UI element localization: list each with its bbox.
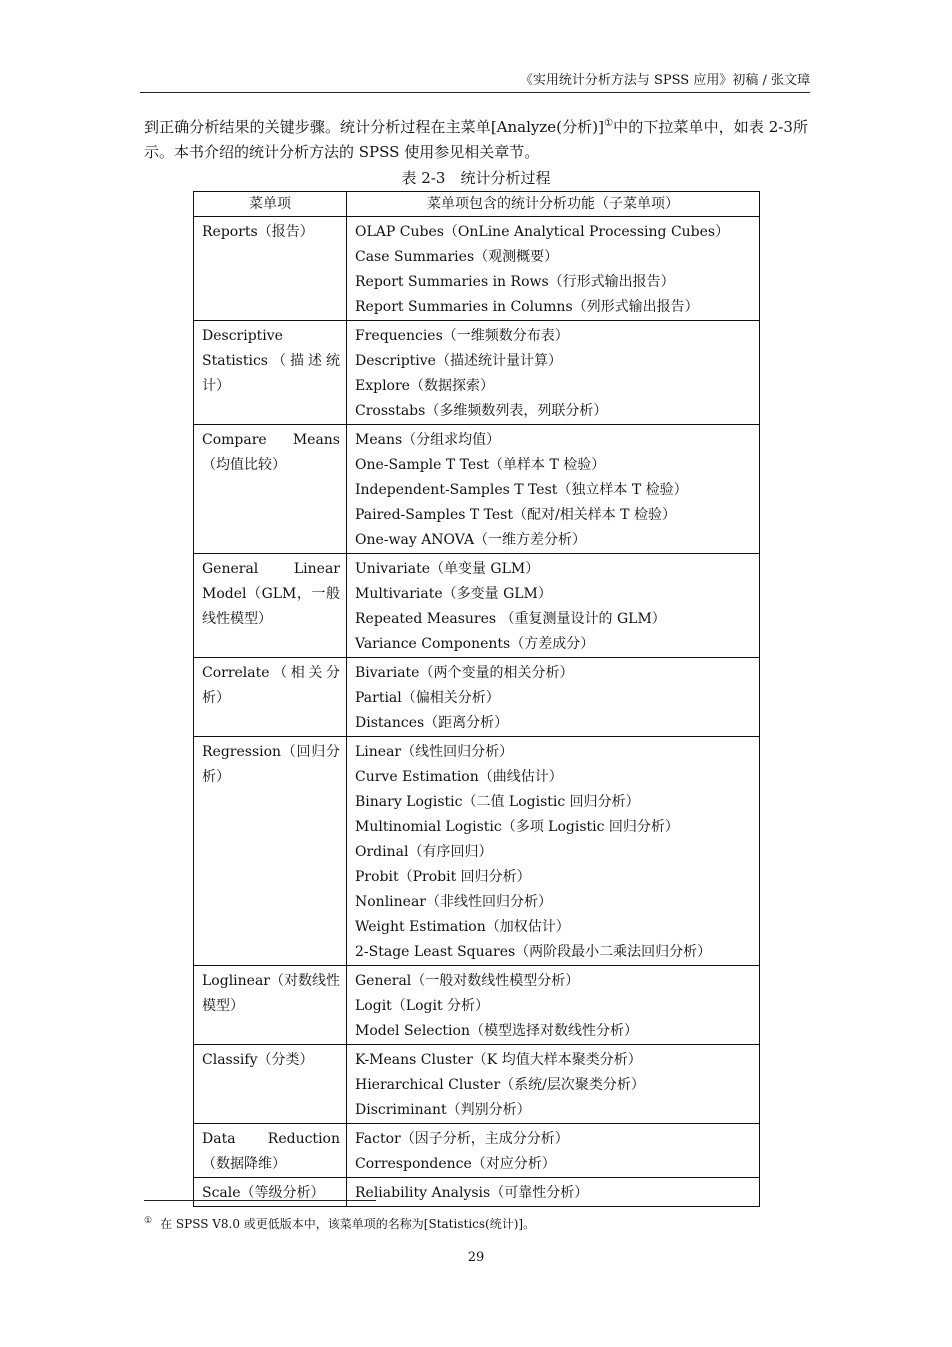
- submenu-item: One-Sample T Test（单样本 T 检验）: [355, 457, 606, 473]
- menu-category: Descriptive Statistics（描述统计）: [194, 321, 347, 425]
- menu-category: Regression（回归分析）: [194, 737, 347, 966]
- menu-category: Classify（分类）: [194, 1045, 347, 1124]
- submenu-item: Explore（数据探索）: [355, 378, 494, 394]
- submenu-item: Distances（距离分析）: [355, 715, 509, 731]
- submenu-item: Binary Logistic（二值 Logistic 回归分析）: [355, 794, 640, 810]
- submenu-item: Report Summaries in Columns（列形式输出报告）: [355, 299, 699, 315]
- intro-text-before: 到正确分析结果的关键步骤。统计分析过程在主菜单[Analyze(分析)]: [144, 118, 604, 136]
- submenu-item: Weight Estimation（加权估计）: [355, 919, 570, 935]
- submenu-item: 2-Stage Least Squares（两阶段最小二乘法回归分析）: [355, 944, 712, 960]
- footnote-ref[interactable]: ①: [603, 118, 614, 129]
- table-row: [194, 737, 760, 966]
- menu-category: Correlate（相关分析）: [194, 658, 347, 737]
- submenu-item: Univariate（单变量 GLM）: [355, 561, 540, 577]
- submenu-item: Independent-Samples T Test（独立样本 T 检验）: [355, 482, 688, 498]
- function-list: [347, 1045, 760, 1124]
- menu-category: Data Reduction（数据降维）: [194, 1124, 347, 1178]
- footnote-rule: [144, 1200, 376, 1201]
- submenu-item: Report Summaries in Rows（行形式输出报告）: [355, 274, 675, 290]
- submenu-item: Multivariate（多变量 GLM）: [355, 586, 552, 602]
- submenu-item: General（一般对数线性模型分析）: [355, 973, 580, 989]
- submenu-item: Descriptive（描述统计量计算）: [355, 353, 562, 369]
- table-row: [194, 1178, 760, 1207]
- table-header-row: [194, 192, 760, 217]
- submenu-item: Linear（线性回归分析）: [355, 744, 514, 760]
- submenu-item: Nonlinear（非线性回归分析）: [355, 894, 552, 910]
- submenu-item: Means（分组求均值）: [355, 432, 501, 448]
- submenu-item: Curve Estimation（曲线估计）: [355, 769, 563, 785]
- submenu-item: Discriminant（判别分析）: [355, 1102, 531, 1118]
- submenu-item: Reliability Analysis（可靠性分析）: [355, 1185, 589, 1201]
- submenu-item: K-Means Cluster（K 均值大样本聚类分析）: [355, 1052, 642, 1068]
- footnote: [144, 1211, 808, 1234]
- submenu-item: Frequencies（一维频数分布表）: [355, 328, 569, 344]
- submenu-item: Ordinal（有序回归）: [355, 844, 493, 860]
- table-caption: 表 2-3 统计分析过程: [401, 169, 551, 187]
- running-header: 《实用统计分析方法与 SPSS 应用》初稿 / 张文璋: [519, 73, 810, 88]
- function-list: [347, 966, 760, 1045]
- page-number: 29: [467, 1250, 485, 1265]
- submenu-item: Crosstabs（多维频数列表，列联分析）: [355, 403, 608, 419]
- function-list: [347, 554, 760, 658]
- function-list: [347, 658, 760, 737]
- table-row: [194, 1124, 760, 1178]
- menu-category: Compare Means（均值比较）: [194, 425, 347, 554]
- stat-procedures-table: [193, 191, 760, 1207]
- submenu-item: Case Summaries（观测概要）: [355, 249, 559, 265]
- submenu-item: Repeated Measures （重复测量设计的 GLM）: [355, 611, 666, 627]
- submenu-item: OLAP Cubes（OnLine Analytical Processing Cubes）: [355, 224, 730, 240]
- footnote-text: 在 SPSS V8.0 或更低版本中，该菜单项的名称为[Statistics(统计)]。: [160, 1217, 536, 1231]
- submenu-item: Multinomial Logistic（多项 Logistic 回归分析）: [355, 819, 679, 835]
- submenu-item: Model Selection（模型选择对数线性分析）: [355, 1023, 638, 1039]
- intro-paragraph: [144, 115, 808, 165]
- menu-category: Loglinear（对数线性模型）: [194, 966, 347, 1045]
- function-list: [347, 1178, 760, 1207]
- table-row: [194, 1045, 760, 1124]
- submenu-item: Partial（偏相关分析）: [355, 690, 500, 706]
- menu-category: Scale（等级分析）: [194, 1178, 347, 1207]
- menu-category: Reports（报告）: [194, 217, 347, 321]
- intro-text-after: 中的下拉菜单中，如表 2-3所示。本书介绍的统计分析方法的 SPSS 使用参见相关章节。: [144, 118, 808, 161]
- header-menu-item: 菜单项: [194, 192, 347, 217]
- table-row: [194, 966, 760, 1045]
- submenu-item: Hierarchical Cluster（系统/层次聚类分析）: [355, 1077, 645, 1093]
- table-row: [194, 217, 760, 321]
- submenu-item: Factor（因子分析，主成分分析）: [355, 1131, 569, 1147]
- submenu-item: Variance Components（方差成分）: [355, 636, 595, 652]
- function-list: [347, 321, 760, 425]
- table-row: [194, 321, 760, 425]
- submenu-item: One-way ANOVA（一维方差分析）: [355, 532, 587, 548]
- function-list: [347, 1124, 760, 1178]
- submenu-item: Logit（Logit 分析）: [355, 998, 490, 1014]
- function-list: [347, 217, 760, 321]
- table-row: [194, 658, 760, 737]
- function-list: [347, 425, 760, 554]
- footnote-marker: ①: [144, 1216, 153, 1226]
- header-rule: [140, 92, 810, 93]
- submenu-item: Bivariate（两个变量的相关分析）: [355, 665, 574, 681]
- header-functions: 菜单项包含的统计分析功能（子菜单项）: [347, 192, 760, 217]
- submenu-item: Paired-Samples T Test（配对/相关样本 T 检验）: [355, 507, 676, 523]
- menu-category: General Linear Model（GLM，一般线性模型）: [194, 554, 347, 658]
- submenu-item: Correspondence（对应分析）: [355, 1156, 556, 1172]
- table-row: [194, 425, 760, 554]
- submenu-item: Probit（Probit 回归分析）: [355, 869, 531, 885]
- function-list: [347, 737, 760, 966]
- table-row: [194, 554, 760, 658]
